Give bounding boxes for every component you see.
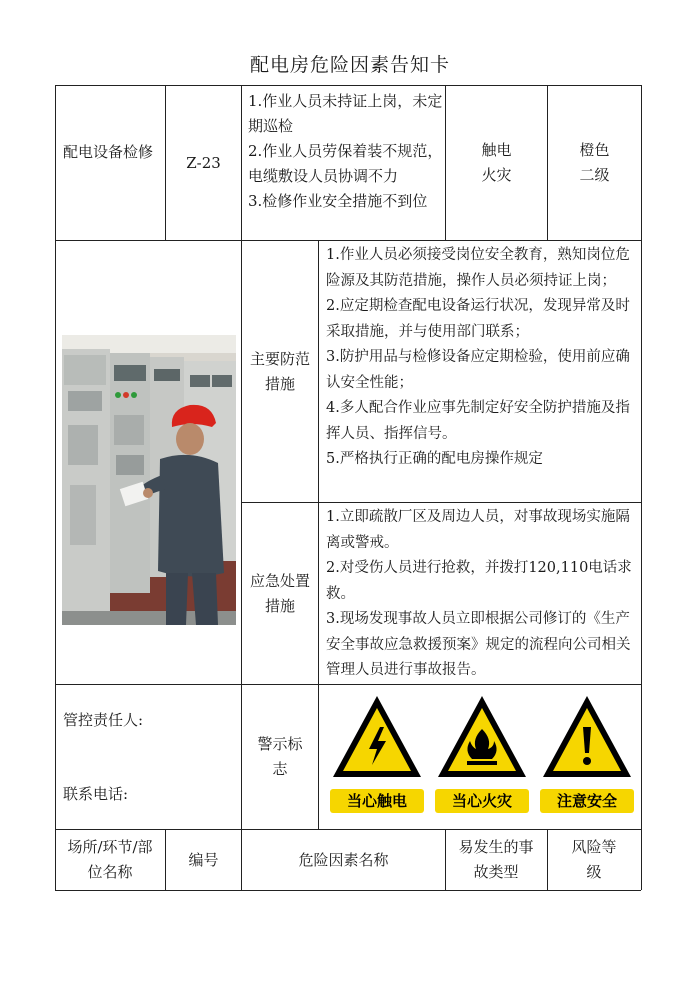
electric-shock-warning-icon — [330, 693, 424, 783]
general-warning-icon — [540, 693, 634, 783]
hazards-cell — [248, 89, 444, 214]
accident-type-item: 火灾 — [481, 166, 512, 184]
contact-phone-label: 联系电话: — [63, 785, 129, 803]
emergency-list — [326, 505, 636, 684]
accident-type-cell — [446, 86, 547, 240]
emergency-label-cell — [250, 503, 310, 684]
emergency-label: 应急处置措施 — [250, 571, 311, 615]
hazard-item: 1.作业人员未持证上岗，未定期巡检 — [248, 92, 443, 135]
hazard-item: 2.作业人员劳保着装不规范，电缆敷设人员协调不力 — [248, 142, 443, 185]
location-text: 配电设备检修 — [63, 143, 154, 161]
sign-label: 当心触电 — [330, 789, 424, 813]
header-location-cell — [60, 830, 160, 890]
responsible-person-label: 管控责任人: — [63, 711, 144, 729]
card-title: 配电房危险因素告知卡 — [249, 54, 450, 76]
header-code: 编号 — [188, 850, 219, 869]
hazard-item: 3.检修作业安全措施不到位 — [248, 192, 428, 210]
fire-warning-icon — [435, 693, 529, 783]
prevention-item: 5.严格执行正确的配电房操作规定 — [326, 451, 543, 467]
warning-label-cell — [254, 685, 306, 829]
sign-label: 当心火灾 — [435, 789, 529, 813]
code-cell — [166, 86, 241, 240]
code-text: Z-23 — [186, 153, 221, 172]
header-code-cell — [166, 830, 241, 890]
prevention-item: 4.多人配合作业应事先制定好安全防护措施及指挥人员、指挥信号。 — [326, 400, 630, 442]
header-risk-level: 风险等级 — [571, 838, 617, 881]
sign-fire — [435, 693, 529, 813]
risk-level-cell — [548, 86, 641, 240]
risk-color: 橙色 — [579, 141, 610, 159]
header-hazard-name-cell — [242, 830, 445, 890]
prevention-list — [326, 243, 636, 473]
header-accident-type-cell — [452, 830, 540, 890]
emergency-item: 3.现场发现事故人员立即根据公司修订的《生产安全事故应急救援预案》规定的流程向公司相关管理人员进行事故报告。 — [326, 611, 631, 678]
prevention-item: 1.作业人员必须接受岗位安全教育，熟知岗位危险源及其防范措施，操作人员必须持证上岗； — [326, 247, 630, 289]
location-cell — [63, 140, 159, 165]
risk-grade: 二级 — [579, 166, 610, 184]
emergency-item: 2.对受伤人员进行抢救，并拨打120,110电话求救。 — [326, 560, 632, 602]
accident-type-item: 触电 — [481, 141, 512, 159]
header-hazard-name: 危险因素名称 — [298, 850, 389, 869]
prevention-item: 2.应定期检查配电设备运行状况，发现异常及时采取措施，并与使用部门联系； — [326, 298, 630, 340]
sign-label: 注意安全 — [540, 789, 634, 813]
sign-general-warning — [540, 693, 634, 813]
header-location: 场所/环节/部位名称 — [67, 838, 153, 881]
worker-photo — [62, 335, 236, 625]
warning-label: 警示标志 — [257, 735, 303, 778]
prevention-label: 主要防范措施 — [250, 349, 311, 393]
sign-electric-shock — [330, 693, 424, 813]
prevention-item: 3.防护用品与检修设备应定期检验，使用前应确认安全性能； — [326, 349, 630, 391]
header-risk-level-cell — [566, 830, 622, 890]
prevention-label-cell — [250, 241, 310, 502]
header-accident-type: 易发生的事故类型 — [458, 838, 534, 881]
emergency-item: 1.立即疏散厂区及周边人员，对事故现场实施隔离或警戒。 — [326, 509, 630, 551]
